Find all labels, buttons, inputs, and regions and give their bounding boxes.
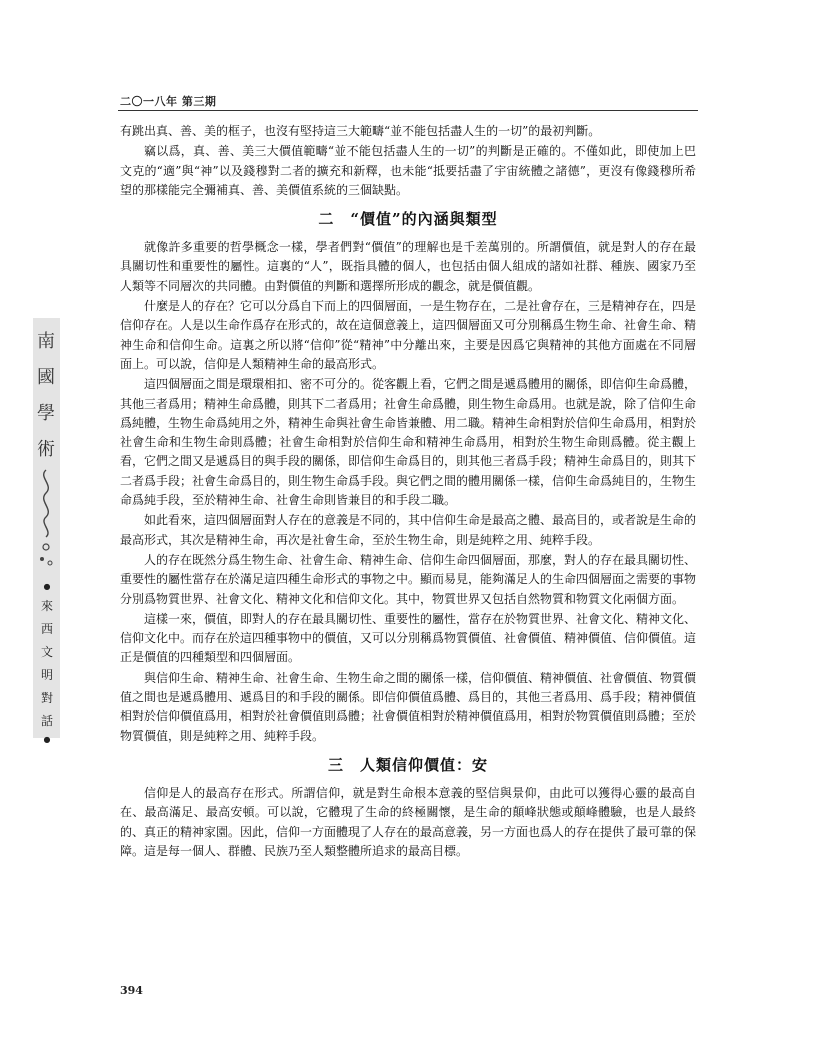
journal-title-calligraphy (35, 325, 57, 575)
column-char: 對 (40, 691, 53, 705)
paragraph: 這四個層面之間是環環相扣、密不可分的。從客觀上看，它們之間是遞爲體用的關係，即信仰生命爲體，其他三者爲用；精神生命爲體，則其下二者爲用；社會生命爲體，則生物生命爲用。也就是說，除了信仰生命爲純體，生物生命爲純用之外，精神生命與社會生命皆兼體、用二職。精神生命相對於信仰生命爲用，相對於社會生命和生物生命則爲體；社會生命相對於信仰生命和精神生命爲用，相對於生物生命則爲體。從主觀上看，它們之間又是遞爲目的與手段的關係，即信仰生命爲目的，則其他三者爲手段；精神生命爲目的，則其下二者爲手段；社會生命爲目的，則生物生命爲手段。與它們之間的體用關係一樣，信仰生命爲純目的，生物生命爲純手段，至於精神生命、社會生命則皆兼目的和手段二職。 (120, 377, 697, 508)
paragraph: 有跳出真、善、美的框子，也沒有堅持這三大範疇“並不能包括盡人生的一切”的最初判斷。 (120, 124, 601, 138)
paragraph: 竊以爲，真、善、美三大價值範疇“並不能包括盡人生的一切”的判斷是正確的。不僅如此，即使加上巴文克的“適”與“神”以及錢穆對二者的擴充和新釋，也未能“抵要括盡了宇宙統體之諸德”，更沒有像錢穆所希望的那樣能完全彌補真、善、美價值系統的三個缺點。 (120, 144, 696, 197)
column-char: 話 (40, 714, 53, 728)
section-heading: 二 “價值”的內涵與類型 (318, 210, 498, 229)
svg-text:學: 學 (37, 403, 55, 424)
running-head: 二〇一八年 第三期 (120, 95, 217, 108)
svg-text:國: 國 (37, 367, 55, 388)
svg-text:術: 術 (37, 439, 55, 460)
column-char: 明 (40, 668, 53, 682)
column-char: 來 (40, 599, 53, 613)
paragraph: 人的存在既然分爲生物生命、社會生命、精神生命、信仰生命四個層面，那麼，對人的存在最具關切性、重要性的屬性當存在於滿足這四種生命形式的事物之中。顯而易見，能夠滿足人的生命四個層面之需要的事物分別爲物質世界、社會文化、精神文化和信仰文化。其中，物質世界又包括自然物質和物質文化兩個方面。 (120, 552, 697, 606)
section-heading: 三 人類信仰價值：安 (327, 755, 488, 774)
svg-text:南: 南 (37, 331, 55, 352)
paragraph: 如此看來，這四個層面對人存在的意義是不同的，其中信仰生命是最高之體、最高目的，或者說是生命的最高形式，其次是精神生命，再次是社會生命，至於生物生命，則是純粹之用、純粹手段。 (120, 513, 697, 547)
column-char: 西 (40, 622, 53, 636)
column-label (36, 582, 58, 744)
article-body (120, 122, 696, 862)
bullet-dot-icon: ● (43, 582, 51, 591)
header-rule (118, 110, 698, 111)
page-number: 394 (120, 984, 143, 997)
paragraph: 什麼是人的存在？它可以分爲自下而上的四個層面，一是生物存在，二是社會存在，三是精神存在，四是信仰存在。人是以生命作爲存在形式的，故在這個意義上，這四個層面又可分別稱爲生物生命、社會生命、精神生命和信仰生命。這裏之所以將“信仰”從“精神”中分離出來，主要是因爲它與精神的其他方面處在不同層面上。可以說，信仰是人類精神生命的最高形式。 (120, 299, 697, 371)
bullet-dot-icon: ● (43, 735, 51, 744)
paragraph: 這樣一來，價值，即對人的存在最具關切性、重要性的屬性，當存在於物質世界、社會文化、精神文化、信仰文化中。而存在於這四種事物中的價值，又可以分別稱爲物質價值、社會價值、精神價值、信仰價值。這正是價值的四種類型和四個層面。 (120, 611, 697, 665)
paragraph: 就像許多重要的哲學概念一樣，學者們對“價值”的理解也是千差萬別的。所謂價值，就是對人的存在最具關切性和重要性的屬性。這裏的“人”，既指具體的個人，也包括由個人組成的諸如社群、種族、國家乃至人類等不同層次的共同體。由對價值的判斷和選擇所形成的觀念，就是價值觀。 (120, 240, 696, 293)
paragraph: 與信仰生命、精神生命、社會生命、生物生命之間的關係一樣，信仰價值、精神價值、社會價值、物質價值之間也是遞爲體用、遞爲目的和手段的關係。即信仰價值爲體、爲目的，其他三者爲用、爲手段；精神價值相對於信仰價值爲用，相對於社會價值則爲體；社會價值相對於精神價值爲用，相對於物質價值則爲體；至於物質價值，則是純粹之用、純粹手段。 (120, 670, 697, 743)
paragraph: 信仰是人的最高存在形式。所謂信仰，就是對生命根本意義的堅信與景仰，由此可以獲得心靈的最高自在、最高滿足、最高安頓。可以說，它體現了生命的終極關懷，是生命的顛峰狀態或顛峰體驗，也是人最終的、真正的精神家園。因此，信仰一方面體現了人存在的最高意義，另一方面也爲人的存在提供了最可靠的保障。這是每一個人、群體、民族乃至人類整體所追求的最高目標。 (120, 785, 697, 858)
column-char: 文 (40, 645, 53, 659)
